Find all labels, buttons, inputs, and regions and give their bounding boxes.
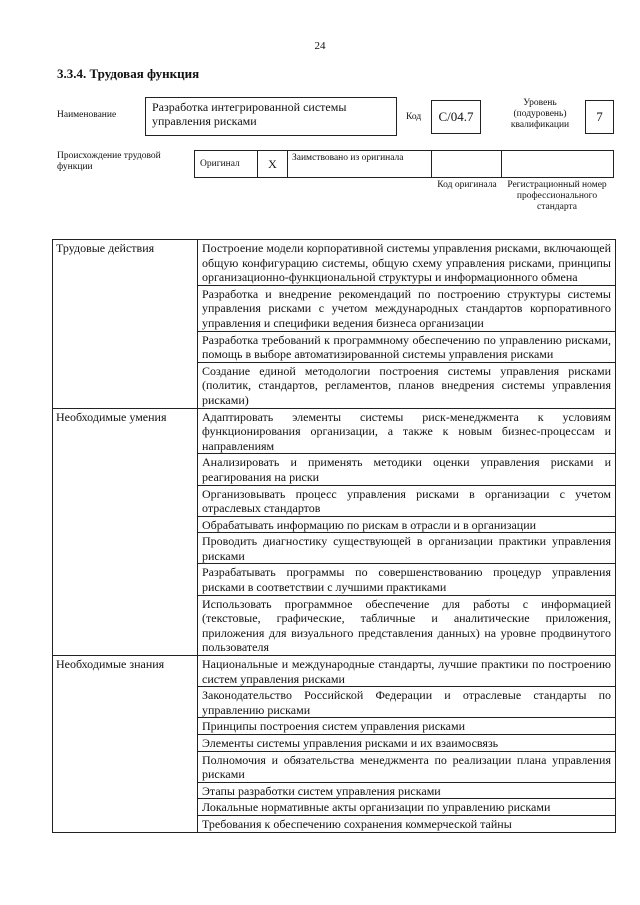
page-number: 24 (314, 40, 326, 52)
borrowed-label: Заимствовано из оригинала (288, 151, 432, 177)
function-code-value: C/04.7 (431, 100, 481, 134)
reg-number-caption: Регистрационный номер профессионального стандарта (507, 180, 607, 212)
name-label: Наименование (57, 110, 117, 120)
section-item: Использовать программное обеспечение для работы с информацией (текстовые, графические, табличные и аналитические приложения, приложения для визуального представления данных) на уровне продвинутого пользователя (198, 595, 616, 655)
section-item: Построение модели корпоративной системы управления рисками, включающей общую конфигурацию системы, общую схему управления рисками, принципы организационно-функциональной структуры и информационного обмена (198, 240, 616, 286)
qualification-level-label: Уровень (подуровень) квалификации (510, 98, 570, 130)
section-item: Законодательство Российской Федерации и отраслевые стандарты по управлению рисками (198, 687, 616, 718)
section-category: Необходимые знания (53, 656, 198, 833)
code-label: Код (406, 112, 422, 122)
section-item: Требования к обеспечению сохранения коммерческой тайны (198, 815, 616, 832)
section-item: Принципы построения систем управления рисками (198, 718, 616, 735)
section-item: Полномочия и обязательства менеджмента по реализации плана управления рисками (198, 751, 616, 782)
original-label: Оригинал (195, 151, 258, 177)
section-item: Элементы системы управления рисками и их взаимосвязь (198, 735, 616, 752)
section-category: Необходимые умения (53, 408, 198, 656)
table-row (53, 240, 616, 286)
function-name-value: Разработка интегрированной системы управления рисками (145, 97, 397, 136)
section-title: 3.3.4. Трудовая функция (57, 66, 200, 81)
section-item: Анализировать и применять методики оценки управления рисками и реагирования на риски (198, 454, 616, 485)
section-item: Разработка требований к программному обеспечению по управлению рисками, помощь в выборе автоматизированной системы управления рисками (198, 331, 616, 362)
section-item: Обрабатывать информацию по рискам в отрасли и в организации (198, 516, 616, 533)
section-item: Проводить диагностику существующей в организации практики управления рисками (198, 533, 616, 564)
section-category: Трудовые действия (53, 240, 198, 409)
origin-label: Происхождение трудовой функции (57, 151, 161, 172)
table-row (53, 656, 616, 687)
code-original-caption: Код оригинала (437, 180, 497, 190)
reg-number-cell (502, 151, 613, 177)
section-item: Организовывать процесс управления рисками в организации с учетом отраслевых стандартов (198, 485, 616, 516)
section-item: Разработка и внедрение рекомендаций по построению структуры системы управления рисками с учетом международных стандартов корпоративного управления и специфики ведения бизнеса организации (198, 285, 616, 331)
section-item: Адаптировать элементы системы риск-менеджмента к условиям функционирования организации, а также к новым бизнес-процессам и направлениям (198, 408, 616, 454)
section-item: Разрабатывать программы по совершенствованию процедур управления рисками в соответствии с лучшими практиками (198, 564, 616, 595)
section-item: Локальные нормативные акты организации по управлению рисками (198, 799, 616, 816)
function-table (52, 239, 616, 833)
original-code-cell (432, 151, 502, 177)
qualification-level-value: 7 (585, 100, 614, 134)
section-item: Создание единой методологии построения системы управления рисками (политик, стандартов, регламентов, планов внедрения системы управления рисками) (198, 362, 616, 408)
table-row (53, 408, 616, 454)
section-item: Национальные и международные стандарты, лучшие практики по построению систем управления рисками (198, 656, 616, 687)
section-item: Этапы разработки систем управления рисками (198, 782, 616, 799)
original-mark: X (258, 151, 288, 177)
origin-row (194, 150, 614, 178)
